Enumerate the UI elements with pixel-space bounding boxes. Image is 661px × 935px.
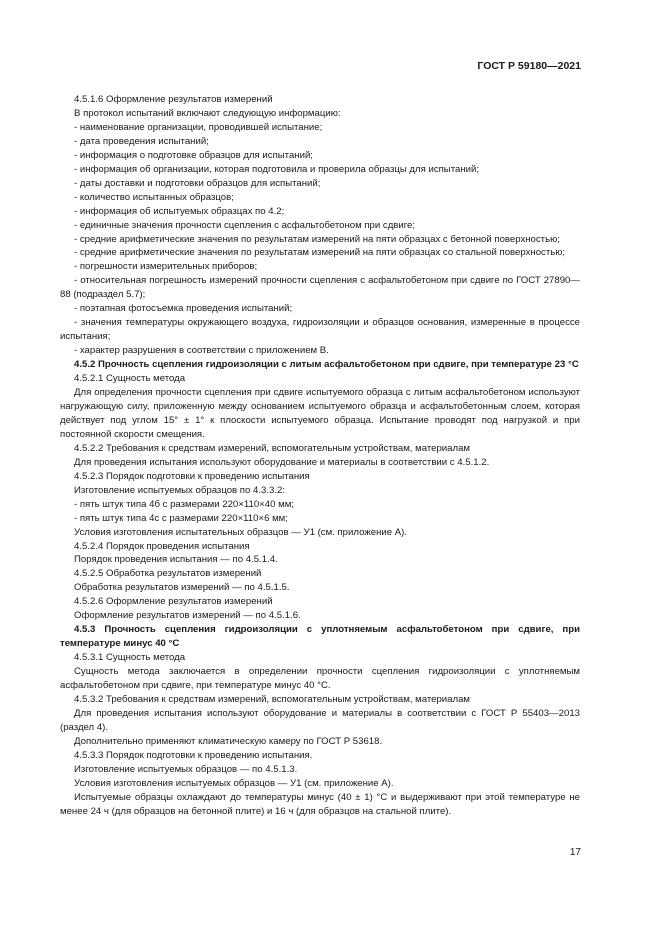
paragraph: Изготовление испытуемых образцов — по 4.5.1.3. bbox=[74, 763, 298, 775]
paragraph: Для определения прочности сцепления при сдвиге испытуемого образца с литым асфальтобетоном используют нагружающую силу, приложенную между основанием испытуемого образца и асфальтобетонным слоем, которая действует под углом 15° ± 1° к плоскости испытуемого образца. Испытание проводят под нагрузкой и при постоянной скорости смещения. bbox=[60, 387, 580, 440]
subsection-heading: 4.5.3.3 Порядок подготовки к проведению испытания. bbox=[74, 749, 313, 761]
list-item: - даты доставки и подготовки образцов для испытаний; bbox=[74, 177, 321, 189]
list-item: - пять штук типа 4б с размерами 220×110×40 мм; bbox=[74, 498, 294, 510]
subsection-heading: 4.5.2.4 Порядок проведения испытания bbox=[74, 540, 250, 552]
paragraph: 4.5.1.6 Оформление результатов измерений bbox=[74, 94, 273, 105]
page-number: 17 bbox=[569, 847, 581, 858]
paragraph: Условия изготовления испытательных образцов — У1 (см. приложение А). bbox=[74, 526, 407, 538]
paragraph: Для проведения испытания используют оборудование и материалы в соответствии с ГОСТ Р 55403—2013 (раздел 4). bbox=[60, 707, 580, 733]
list-item: - информация об испытуемых образцах по 4.2; bbox=[74, 205, 285, 217]
list-item: - количество испытанных образцов; bbox=[74, 191, 234, 203]
paragraph: Порядок проведения испытания — по 4.5.1.4. bbox=[74, 554, 278, 566]
list-item: - пять штук типа 4с с размерами 220×110×6 мм; bbox=[74, 512, 288, 524]
subsection-heading: 4.5.2.3 Порядок подготовки к проведению испытания bbox=[74, 470, 310, 482]
list-item: - относительная погрешность измерений прочности сцепления с асфальтобетоном при сдвиге по ГОСТ 27890—88 (подраздел 5.7); bbox=[60, 275, 580, 301]
subsection-heading: 4.5.3.2 Требования к средствам измерений, вспомогательным устройствам, материалам bbox=[74, 693, 471, 705]
list-item: - наименование организации, проводившей испытание; bbox=[74, 121, 323, 133]
subsection-heading: 4.5.2.1 Сущность метода bbox=[74, 373, 186, 385]
subsection-heading: 4.5.2.2 Требования к средствам измерений, вспомогательным устройствам, материалам bbox=[74, 442, 471, 454]
section-heading: 4.5.3 Прочность сцепления гидроизоляции с уплотняемым асфальтобетоном при сдвиге, при температуре минус 40 °С bbox=[60, 624, 580, 650]
paragraph: Условия изготовления испытуемых образцов — У1 (см. приложение А). bbox=[74, 777, 394, 789]
paragraph: Сущность метода заключается в определении прочности сцепления гидроизоляции с уплотняемым асфальтобетоном при сдвиге, при температуре минус 40 °С. bbox=[60, 666, 580, 692]
subsection-heading: 4.5.3.1 Сущность метода bbox=[74, 652, 186, 664]
list-item: - дата проведения испытаний; bbox=[74, 135, 209, 147]
list-item: - погрешности измерительных приборов; bbox=[74, 261, 258, 273]
list-item: - поэтапная фотосъемка проведения испытаний; bbox=[74, 303, 293, 315]
paragraph: Дополнительно применяют климатическую камеру по ГОСТ Р 53618. bbox=[74, 735, 383, 747]
paragraph: Испытуемые образцы охлаждают до температуры минус (40 ± 1) °С и выдерживают при этой температуре не менее 24 ч (для образцов на бетонной плите) и 16 ч (для образцов на стальной плите). bbox=[60, 791, 580, 817]
subsection-heading: 4.5.2.6 Оформление результатов измерений bbox=[74, 596, 273, 608]
list-item: - средние арифметические значения по результатам измерений на пяти образцах со стальной поверхностью; bbox=[74, 247, 566, 259]
subsection-heading: 4.5.2.5 Обработка результатов измерений bbox=[74, 568, 262, 580]
list-item: - значения температуры окружающего воздуха, гидроизоляции и образцов основания, измеренные в процессе испытания; bbox=[60, 317, 580, 343]
list-item: - информация об организации, которая подготовила и проверила образцы для испытаний; bbox=[74, 163, 480, 175]
list-item: - информация о подготовке образцов для испытаний; bbox=[74, 149, 313, 161]
section-heading: 4.5.2 Прочность сцепления гидроизоляции с литым асфальтобетоном при сдвиге, при температуре 23 °С bbox=[74, 359, 579, 371]
paragraph: В протокол испытаний включают следующую информацию: bbox=[74, 107, 341, 119]
list-item: - средние арифметические значения по результатам измерений на пяти образцах с бетонной поверхностью; bbox=[74, 233, 560, 245]
document-body bbox=[60, 93, 580, 819]
document-header: ГОСТ Р 59180—2021 bbox=[477, 60, 581, 72]
paragraph: Изготовление испытуемых образцов по 4.3.3.2: bbox=[74, 484, 286, 496]
paragraph: Для проведения испытания используют оборудование и материалы в соответствии с 4.5.1.2. bbox=[74, 456, 490, 468]
list-item: - характер разрушения в соответствии с приложением В. bbox=[74, 345, 329, 357]
list-item: - единичные значения прочности сцепления с асфальтобетоном при сдвиге; bbox=[74, 219, 416, 231]
paragraph: Оформление результатов измерений — по 4.5.1.6. bbox=[74, 610, 301, 622]
paragraph: Обработка результатов измерений — по 4.5.1.5. bbox=[74, 582, 290, 594]
